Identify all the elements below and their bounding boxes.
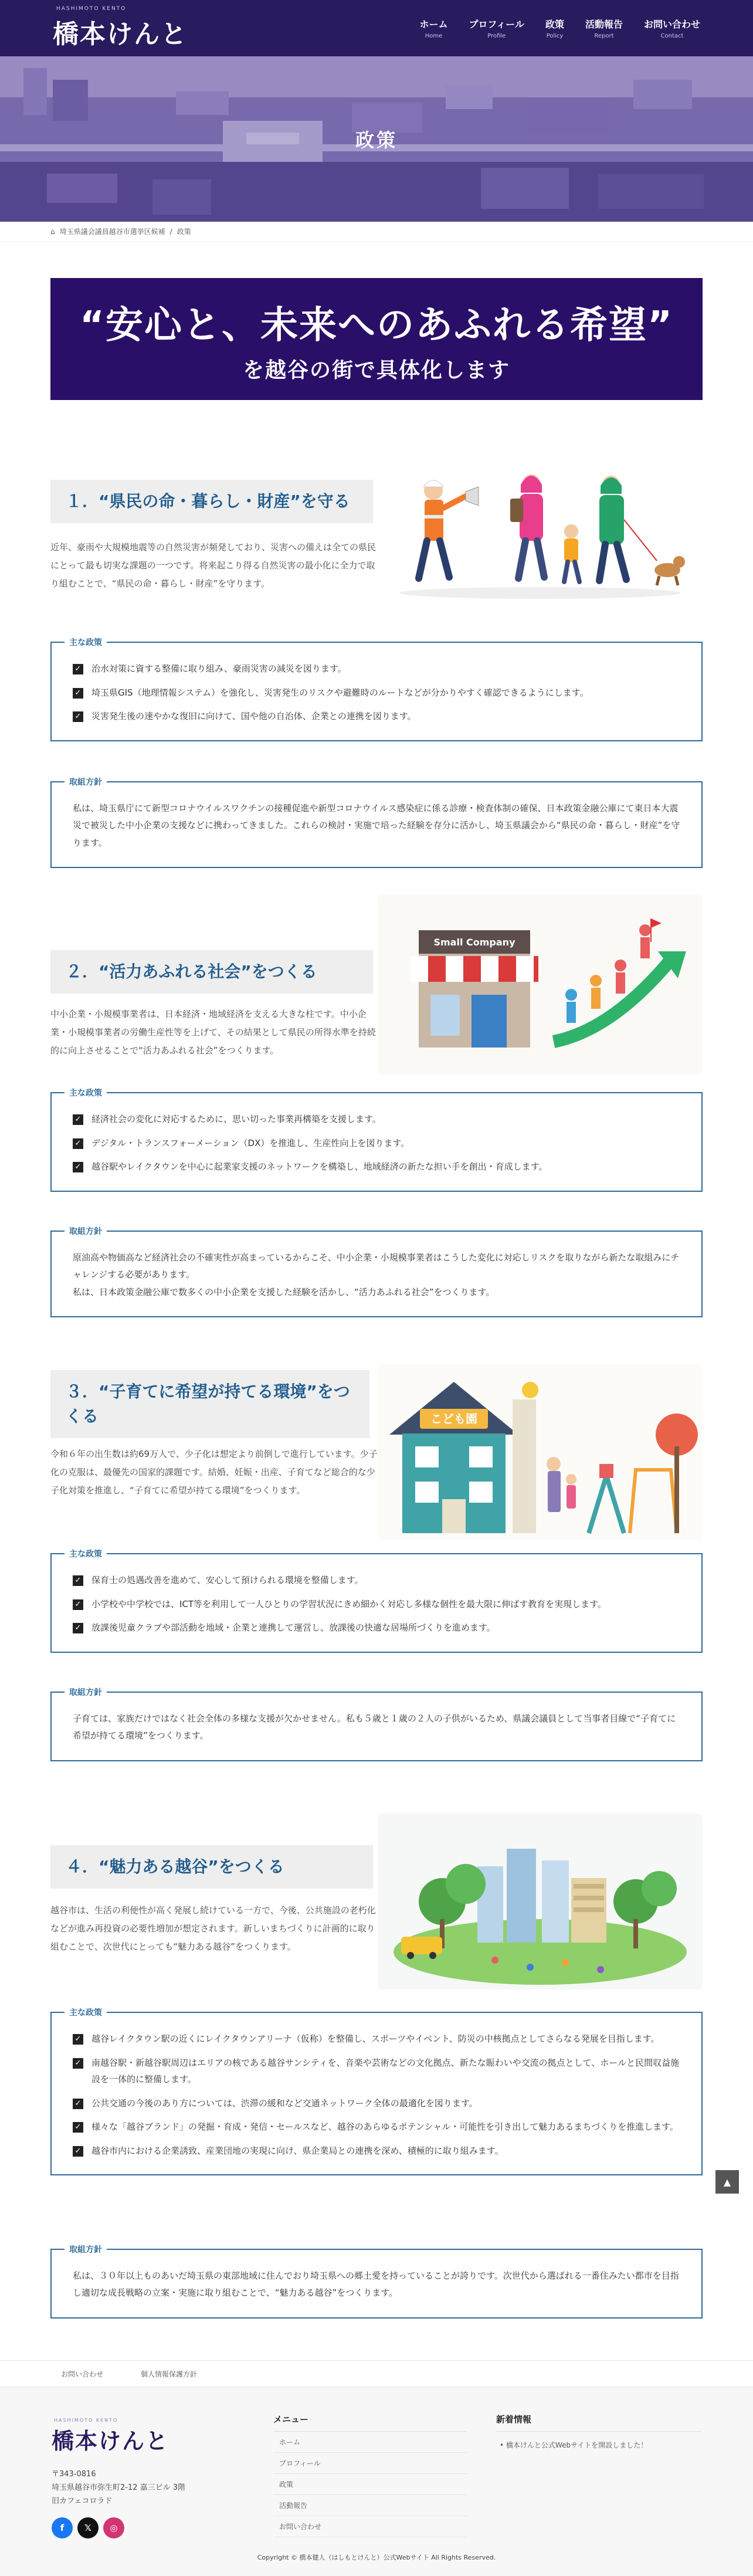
nursery-sign: こども園: [430, 1412, 477, 1426]
direction-legend: 取組方針: [65, 1686, 107, 1698]
nav-item-profile[interactable]: [469, 17, 524, 39]
policy-section-4: [50, 1792, 703, 2345]
social-links: [52, 2517, 124, 2538]
footer-address: [52, 2468, 185, 2508]
slogan-line-2: を越谷の街で具体化します: [242, 358, 510, 382]
hero-banner: [0, 56, 753, 222]
site-logo[interactable]: [53, 6, 188, 50]
policy-list: [73, 2031, 680, 2159]
list-item: [73, 2095, 680, 2112]
list-item: [73, 1619, 680, 1636]
footer-logo[interactable]: [52, 2418, 169, 2455]
section-intro: 近年、豪雨や大規模地震等の自然災害が頻発しており、災害への備えは全ての県民にとって最も切実な課題の一つです。将来起こり得る自然災害の最小化に全力で取り組むことで、“県民の命・暮らし・財産”を守ります。: [50, 542, 376, 589]
policy-list: [73, 1111, 680, 1175]
nav-item-policy[interactable]: [545, 17, 564, 39]
main-policies-legend: 主な政策: [65, 1087, 107, 1099]
list-item: [73, 1135, 680, 1152]
shop-sign: Small Company: [433, 937, 515, 948]
nav-sub: Report: [594, 33, 614, 39]
postal-code: 〒343-0816: [52, 2470, 96, 2479]
site-header: [0, 0, 753, 56]
footer-news-title: 新着情報: [496, 2413, 701, 2432]
section-heading: ４．“魅力ある越谷”をつくる: [50, 1845, 373, 1889]
nav-item-report[interactable]: [585, 17, 623, 39]
logo-text: 橋本けんと: [53, 19, 188, 49]
check-icon: ✓: [73, 1599, 83, 1610]
copyright: Copyright © 橋本健人（はしもとけんと）公式Webサイト All Rights Reserved.: [257, 2554, 496, 2561]
section-intro: 令和６年の出生数は約69万人で、少子化は想定より前倒しで進行しています。少子化の克服は、最優先の国家的課題です。結婚、妊娠・出産、子育てなど総合的な少子化対策を推進し、“子育てに希望が持てる環境”をつくります。: [50, 1449, 378, 1496]
footer-menu-item-contact[interactable]: お問い合わせ: [273, 2516, 467, 2537]
policy-list: [73, 1572, 680, 1636]
policy-text: 治水対策に資する整備に取り組み、豪雨災害の減災を図ります。: [91, 663, 347, 674]
list-item: [73, 684, 680, 701]
global-nav: [420, 17, 700, 39]
policy-text: デジタル・トランスフォーメーション（DX）を推進し、生産性向上を図ります。: [91, 1137, 410, 1148]
direction-text: 私は、埼玉県庁にて新型コロナウイルスワクチンの接種促進や新型コロナウイルス感染症に係る診療・検査体制の確保、日本政策金融公庫にて東日本大震災で被災した中小企業の支援などに携わってきました。これらの検討・実施で培った経験を存分に活かし、埼玉県議会から“県民の命・暮らし・財産”を守ります。: [73, 803, 680, 848]
slogan-banner: [50, 278, 703, 400]
check-icon: ✓: [73, 2058, 83, 2069]
main-policies-legend: 主な政策: [65, 2006, 107, 2018]
x-icon[interactable]: 𝕏: [77, 2517, 99, 2538]
nav-label: お問い合わせ: [643, 19, 700, 30]
main-policies-box: [50, 2008, 703, 2175]
direction-legend: 取組方針: [65, 2243, 107, 2255]
direction-box: [50, 2245, 703, 2319]
nav-item-home[interactable]: [420, 17, 448, 39]
main-policies-legend: 主な政策: [65, 1548, 107, 1560]
check-icon: ✓: [73, 2122, 83, 2133]
scroll-to-top-button[interactable]: ▲: [715, 2170, 739, 2194]
policy-section-1: [50, 400, 703, 895]
nav-label: ホーム: [419, 19, 448, 30]
policy-text: 南越谷駅・新越谷駅周辺はエリアの核である越谷サンシティを、音楽や芸術などの文化拠点、新たな賑わいや交流の拠点として、ホールと民間収益施設を一体的に整備します。: [91, 2057, 680, 2084]
address-line: 埼玉県越谷市弥生町2-12 嘉三ビル 3階: [52, 2483, 186, 2492]
news-text: 橋本けんと公式Webサイトを開設しました！: [506, 2441, 648, 2449]
footer-link-contact[interactable]: お問い合わせ: [61, 2370, 104, 2378]
section-heading: ２．“活力あふれる社会”をつくる: [50, 950, 373, 994]
check-icon: ✓: [73, 2146, 83, 2157]
policy-text: 越谷レイクタウン駅の近くにレイクタウンアリーナ（仮称）を整備し、スポーツやイベント、防災の中核拠点としてさらなる発展を目指します。: [91, 2033, 660, 2044]
check-icon: ✓: [73, 1138, 83, 1149]
footer-menu-item-home[interactable]: ホーム: [273, 2432, 467, 2453]
home-icon[interactable]: ⌂: [50, 227, 55, 236]
nav-sub: Profile: [487, 33, 506, 39]
hero-title: 政策: [355, 129, 398, 151]
logo-subtitle: HASHIMOTO KENTO: [54, 2418, 118, 2423]
footer-links: [0, 2360, 753, 2387]
section-intro: 越谷市は、生活の利便性が高く発展し続けている一方で、今後、公共施設の老朽化などが進み再投資の必要性増加が想定されます。新しいまちづくりに計画的に取り組むことで、次世代にとっても“魅力ある越谷”をつくります。: [50, 1905, 376, 1952]
main-policies-box: [50, 1089, 703, 1192]
nursery-school-illustration: [378, 1364, 703, 1540]
direction-box: [50, 778, 703, 868]
direction-text: 原油高や物価高など経済社会の不確実性が高まっているからこそ、中小企業・小規模事業者はこうした変化に対応しリスクを取りながら新たな取組みにチャレンジする必要があります。 私は、日本政策金融公庫で数多くの中小企業を支援した経験を活かし、“活力あふれる社会”をつくります。: [73, 1252, 680, 1297]
breadcrumb-separator: /: [169, 227, 172, 236]
slogan-line-1: “安心と、未来へのあふれる希望”: [79, 303, 674, 347]
policy-text: 放課後児童クラブや部活動を地域・企業と連携して運営し、放課後の快適な居場所づくりを進めます。: [91, 1622, 496, 1633]
breadcrumb-current: 政策: [177, 228, 191, 236]
footer-news: [496, 2413, 701, 2458]
policy-text: 経済社会の変化に対応するために、思い切った事業再構築を支援します。: [91, 1114, 381, 1124]
check-icon: ✓: [73, 1623, 83, 1633]
list-item: [73, 708, 680, 725]
footer-menu-item-policy[interactable]: 政策: [273, 2474, 467, 2495]
check-icon: ✓: [73, 664, 83, 674]
direction-legend: 取組方針: [65, 1225, 107, 1237]
nav-item-contact[interactable]: [644, 17, 700, 39]
direction-legend: 取組方針: [65, 776, 107, 788]
policy-text: 様々な「越谷ブランド」の発掘・育成・発信・セールスなど、越谷のあらゆるポテンシャル・可能性を引き出して魅力あるまちづくりを推進します。: [91, 2121, 679, 2132]
check-icon: ✓: [73, 688, 83, 699]
list-item: [73, 2031, 680, 2048]
policy-section-3: [50, 1347, 703, 1792]
section-heading: ３．“子育てに希望が持てる環境”をつくる: [50, 1370, 369, 1438]
check-icon: ✓: [73, 1114, 83, 1125]
logo-subtitle: HASHIMOTO KENTO: [56, 6, 127, 12]
logo-text: 橋本けんと: [52, 2428, 169, 2454]
policy-text: 災害発生後の速やかな復旧に向けて、国や他の自治体、企業との連携を図ります。: [91, 711, 416, 721]
footer-menu-item-profile[interactable]: プロフィール: [273, 2453, 467, 2474]
list-item: [73, 2055, 680, 2088]
nav-label: 活動報告: [585, 19, 623, 30]
nav-label: プロフィール: [469, 19, 524, 30]
nav-label: 政策: [545, 19, 564, 30]
direction-text: 私は、３０年以上ものあいだ埼玉県の東部地域に住んでおり埼玉県への郷土愛を持っていることが誇りです。次世代から選ばれる一番住みたい都市を目指し適切な成長戦略の立案・実施に取り組むことで、“魅力ある越谷”をつくります。: [73, 2270, 679, 2299]
main-policies-box: [50, 1550, 703, 1653]
slogan-banner-wrap: [0, 242, 753, 400]
news-item[interactable]: • 橋本けんと公式Webサイトを開設しました！: [500, 2441, 648, 2449]
check-icon: ✓: [73, 2034, 83, 2045]
policy-text: 小学校や中学校では、ICT等を利用して一人ひとりの学習状況にきめ細かく対応し多様な個性を最大限に伸ばす教育を実現します。: [91, 1598, 606, 1609]
check-icon: ✓: [73, 2099, 83, 2109]
policy-text: 越谷市内における企業誘致、産業団地の実現に向け、県企業局との連携を深め、積極的に取り組みます。: [91, 2145, 504, 2156]
footer-menu: [273, 2413, 467, 2537]
breadcrumb: [0, 222, 753, 242]
nav-sub: Home: [425, 33, 443, 39]
list-item: [73, 1572, 680, 1589]
footer-link-privacy[interactable]: 個人情報保護方針: [141, 2370, 198, 2378]
direction-box: [50, 1688, 703, 1761]
list-item: [73, 1158, 680, 1175]
check-icon: ✓: [73, 1162, 83, 1172]
facebook-icon[interactable]: f: [52, 2517, 73, 2538]
disaster-evacuation-illustration: [378, 461, 703, 604]
policy-list: [73, 660, 680, 725]
list-item: [73, 2119, 680, 2136]
nav-sub: Contact: [660, 33, 684, 39]
policy-text: 保育士の処遇改善を進めて、安心して預けられる環境を整備します。: [91, 1575, 364, 1585]
footer-menu-title: メニュー: [273, 2413, 467, 2432]
check-icon: ✓: [73, 711, 83, 722]
instagram-icon[interactable]: ◎: [103, 2517, 124, 2538]
list-item: [73, 1596, 680, 1613]
policy-text: 公共交通の今後のあり方については、渋滞の緩和など交通ネットワーク全体の最適化を図ります。: [91, 2097, 478, 2109]
footer-menu-item-report[interactable]: 活動報告: [273, 2495, 467, 2516]
city-development-illustration: [378, 1814, 703, 1989]
list-item: [73, 660, 680, 677]
small-company-growth-illustration: [378, 895, 703, 1075]
list-item: [73, 1111, 680, 1128]
nav-sub: Policy: [546, 33, 564, 39]
policy-text: 埼玉県GIS（地理情報システム）を強化し、災害発生のリスクや避難時のルートなどが分かりやすく確認できるようにします。: [91, 687, 589, 698]
policy-section-2: [50, 895, 703, 1347]
direction-text: 子育ては、家族だけではなく社会全体の多様な支援が欠かせません。私も５歳と１歳の２人の子供がいるため、県議会議員として当事者目線で“子育てに希望が持てる環境”をつくります。: [73, 1713, 676, 1741]
policy-text: 越谷駅やレイクタウンを中心に起業家支援のネットワークを構築し、地域経済の新たな担い手を創出・育成します。: [91, 1161, 548, 1172]
site-footer: [0, 2387, 753, 2576]
main-policies-box: [50, 638, 703, 741]
section-intro: 中小企業・小規模事業者は、日本経済・地域経済を支える大きな柱です。中小企業・小規模事業者の労働生産性等を上げて、その結果として県民の所得水準を持続的に向上させることで“活力あふれる社会”をつくります。: [50, 1009, 376, 1056]
main-policies-legend: 主な政策: [65, 636, 107, 648]
breadcrumb-home[interactable]: 埼玉県議会議員越谷市選挙区候補: [59, 228, 165, 236]
list-item: [73, 2143, 680, 2160]
address-line: 旧カフェコロラド: [52, 2496, 113, 2506]
check-icon: ✓: [73, 1575, 83, 1586]
direction-box: [50, 1227, 703, 1317]
section-heading: １．“県民の命・暮らし・財産”を守る: [50, 480, 373, 523]
